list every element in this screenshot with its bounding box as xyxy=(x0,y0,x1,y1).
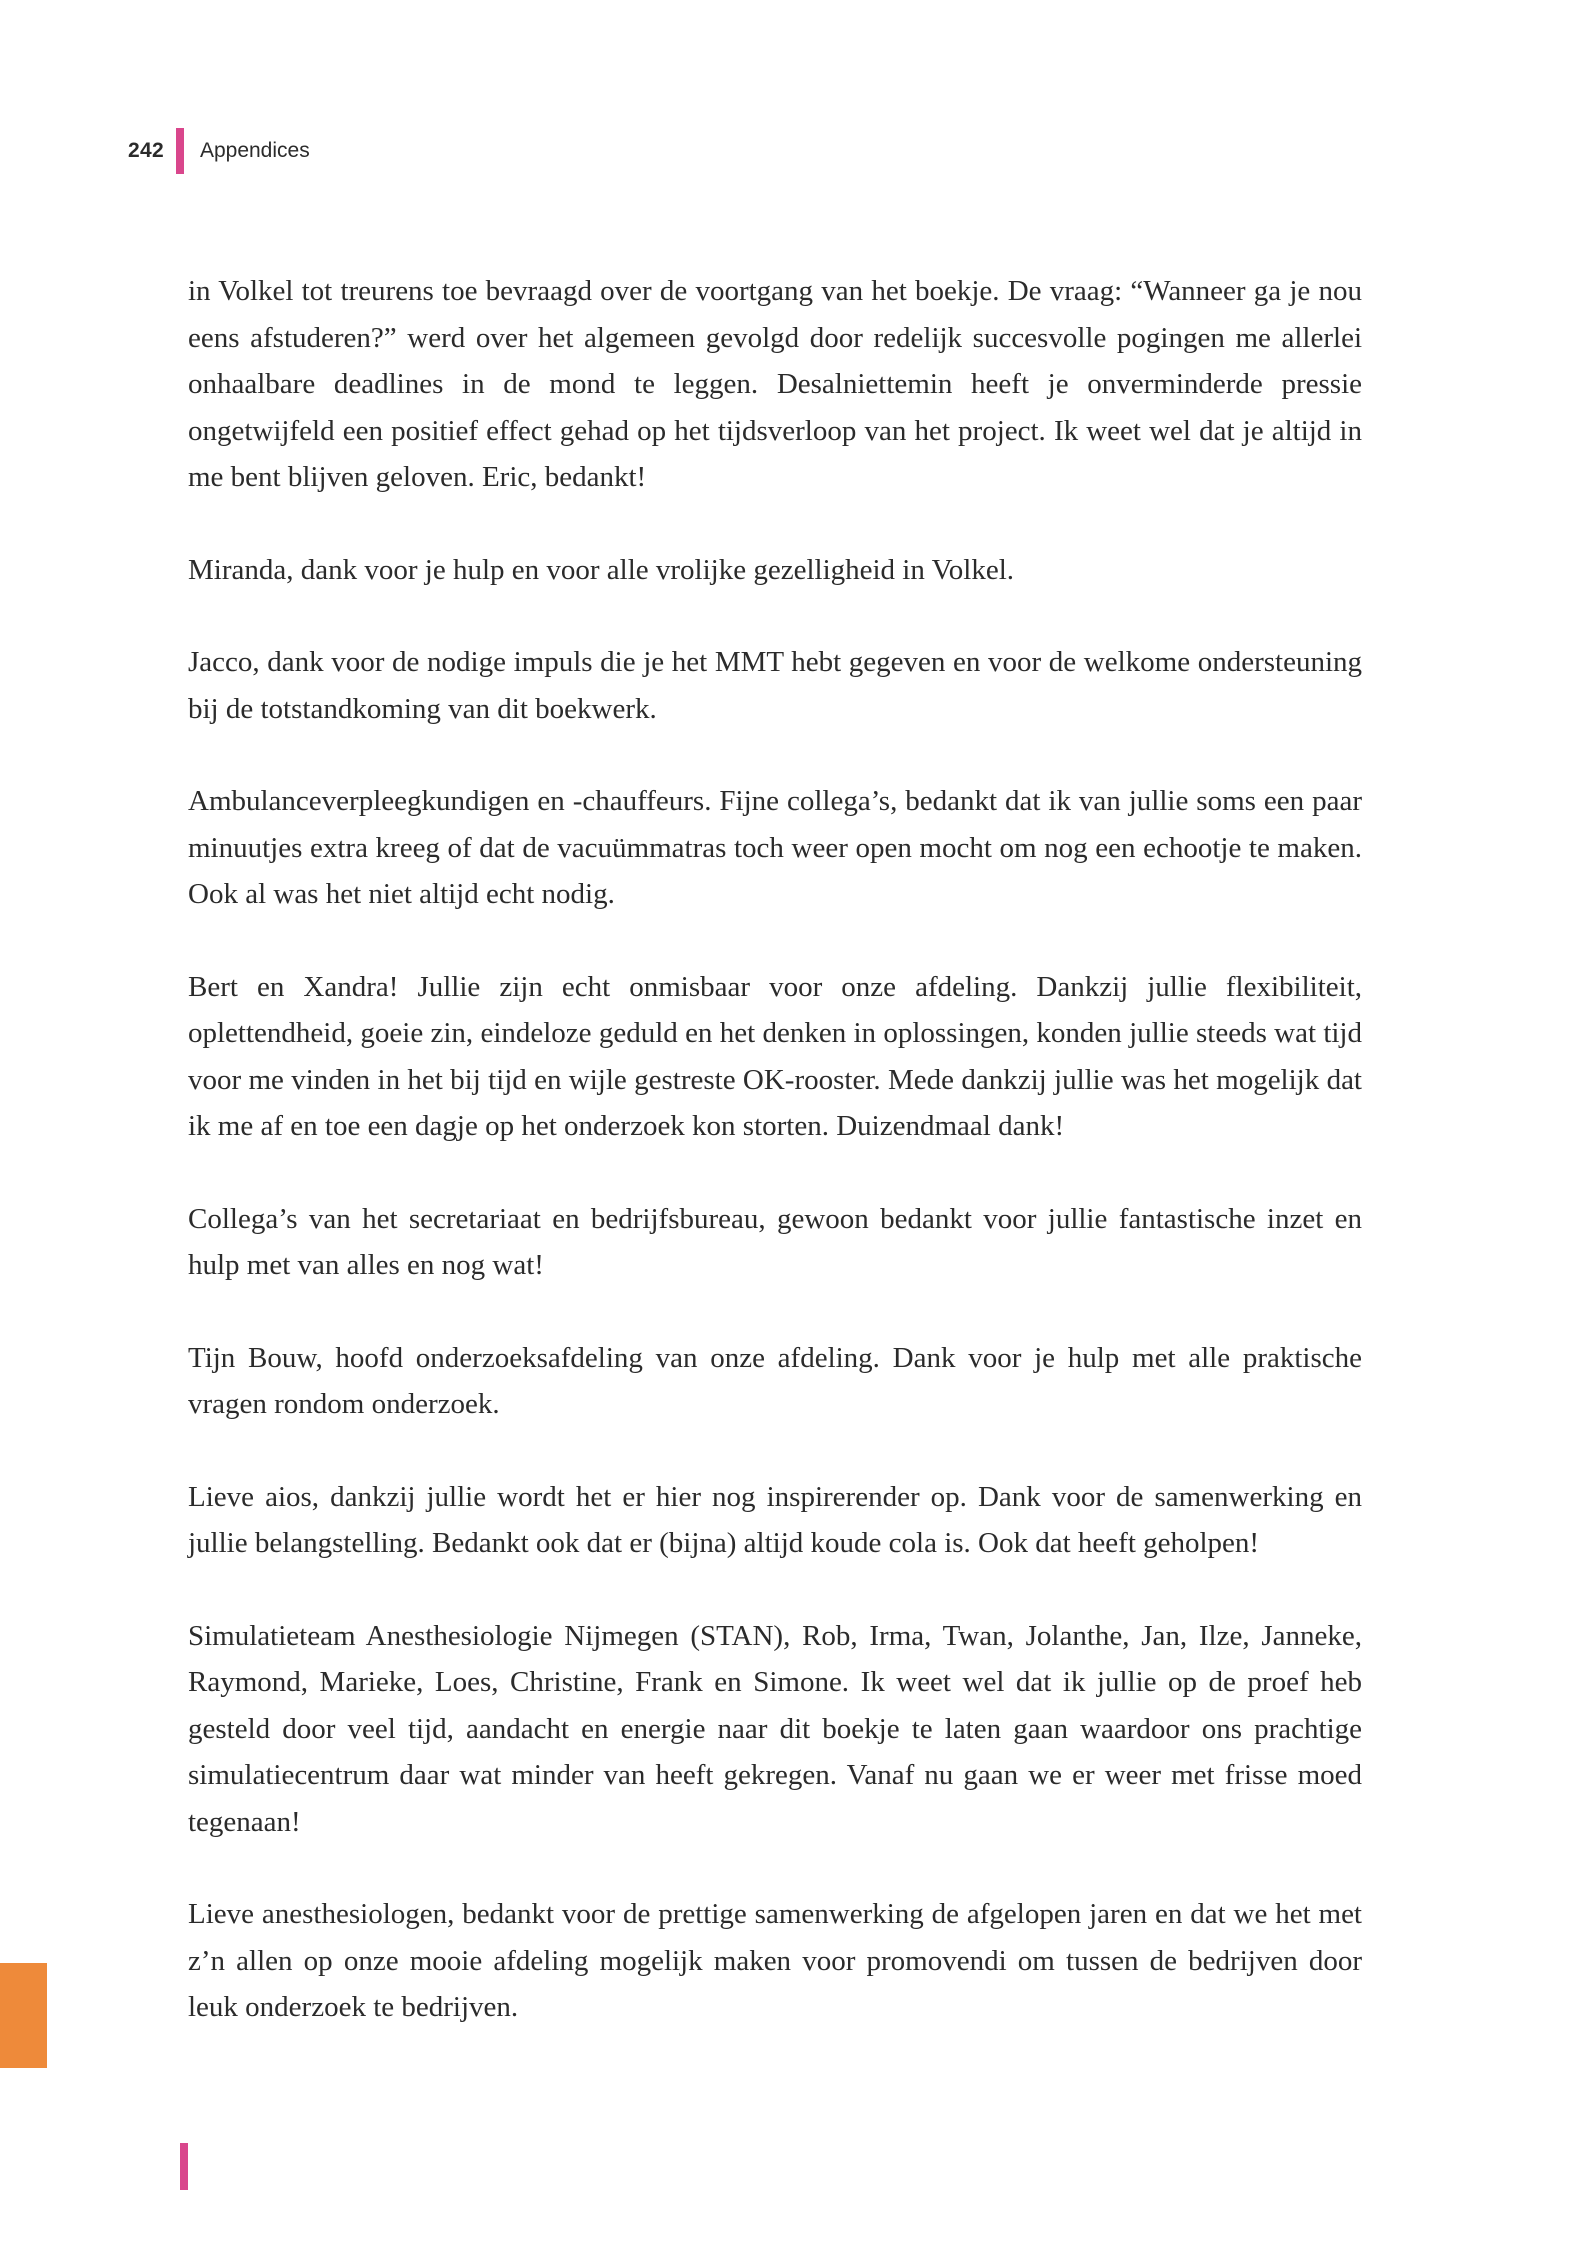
paragraph: Tijn Bouw, hoofd onderzoeksafdeling van onze afdeling. Dank voor je hulp met alle praktische vragen rondom onderzoek. xyxy=(188,1341,1362,1420)
header-accent-bar xyxy=(176,128,184,174)
paragraph: Bert en Xandra! Jullie zijn echt onmisbaar voor onze afdeling. Dankzij jullie flexibiliteit, oplettendheid, goeie zin, eindeloze geduld en het denken in oplossingen, konden jullie steeds wat tijd voor me vinden in het bij tijd en wijle gestreste OK-rooster. Mede dankzij jullie was het mogelijk dat ik me af en toe een dagje op het onderzoek kon storten. Duizendmaal dank! xyxy=(188,970,1362,1142)
paragraph: Miranda, dank voor je hulp en voor alle vrolijke gezelligheid in Volkel. xyxy=(188,553,1015,586)
paragraph: Ambulanceverpleegkundigen en -chauffeurs. Fijne collega’s, bedankt dat ik van jullie soms een paar minuutjes extra kreeg of dat de vacuümmatras toch weer open mocht om nog een echootje te maken. Ook al was het niet altijd echt nodig. xyxy=(188,785,1362,910)
paragraph: in Volkel tot treurens toe bevraagd over de voortgang van het boekje. De vraag: “Wanneer ga je nou eens afstuderen?” werd over het algemeen gevolgd door redelijk succesvolle pogingen me allerlei onhaalbare deadlines in de mond te leggen. Desalniettemin heeft je onverminderde pressie ongetwijfeld een positief effect gehad op het tijdsverloop van het project. Ik weet wel dat je altijd in me bent blijven geloven. Eric, bedankt! xyxy=(188,275,1362,493)
paragraph: Lieve anesthesiologen, bedankt voor de prettige samenwerking de afgelopen jaren en dat we het met z’n allen op onze mooie afdeling mogelijk maken voor promovendi om tussen de bedrijven door leuk onderzoek te bedrijven. xyxy=(188,1898,1362,2023)
page-number: 242 xyxy=(128,139,164,162)
section-title: Appendices xyxy=(199,139,310,162)
chapter-side-tab xyxy=(0,1963,47,2068)
paragraph: Simulatieteam Anesthesiologie Nijmegen (STAN), Rob, Irma, Twan, Jolanthe, Jan, Ilze, Janneke, Raymond, Marieke, Loes, Christine, Frank en Simone. Ik weet wel dat ik jullie op de proef heb gesteld door veel tijd, aandacht en energie naar dit boekje te laten gaan waardoor ons prachtige simulatiecentrum daar wat minder van heeft gekregen. Vanaf nu gaan we er weer met frisse moed tegenaan! xyxy=(188,1619,1362,1838)
running-header xyxy=(128,128,310,174)
acknowledgements-text xyxy=(188,268,1362,2077)
paragraph: Jacco, dank voor de nodige impuls die je het MMT hebt gegeven en voor de welkome ondersteuning bij de totstandkoming van dit boekwerk. xyxy=(188,646,1362,725)
footer-accent-bar xyxy=(180,2143,188,2190)
paragraph: Collega’s van het secretariaat en bedrijfsbureau, gewoon bedankt voor jullie fantastische inzet en hulp met van alles en nog wat! xyxy=(188,1202,1362,1281)
paragraph: Lieve aios, dankzij jullie wordt het er hier nog inspirerender op. Dank voor de samenwerking en jullie belangstelling. Bedankt ook dat er (bijna) altijd koude cola is. Ook dat heeft geholpen! xyxy=(188,1480,1362,1559)
